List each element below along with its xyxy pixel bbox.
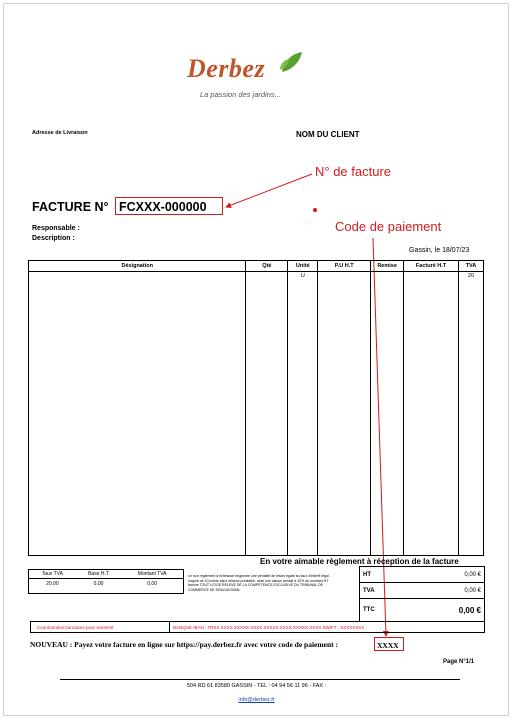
cell-unit-price (318, 272, 371, 556)
legal-notice: Le non règlement à échéance engendre une pénalité de retard égale au taux d'intérêt légal majoré de 10 points sans relance préalable, ainsi une clause pénale à 10% du montant HT facture TOUT LITIGE RELEVE DE LA COMPETENCE EXCLUSIVE DU TRIBUNAL DE COMMERCE DE DRAGUIGNAN. (188, 574, 329, 592)
tva-base-value: 0,00 (93, 581, 104, 587)
total-ht-label: HT (360, 567, 408, 583)
page-number: Page N°1/1 (443, 659, 475, 665)
col-billed-ht: Facturé H.T (404, 261, 459, 272)
col-tva: TVA (458, 261, 483, 272)
invoice-number-arrow (226, 174, 312, 207)
bank-divider (169, 622, 170, 632)
online-payment-notice: NOUVEAU : Payez votre facture en ligne sur https://pay.derbez.fr avec votre code de paiement : (30, 640, 339, 649)
bank-iban: BANQUE IBAN : FRXX XXXX XXXXX XXXX XXXXX XXXX XXXXX XXXX SWIFT : XXXXXXXX (173, 625, 365, 630)
invoice-date: Gassin, le 18/07/23 (409, 247, 470, 254)
payment-message: En votre aimable règlement à réception de la facture (260, 557, 459, 566)
cell-unit: U (288, 272, 318, 556)
col-quantity: Qté (246, 261, 288, 272)
payment-code-annotation: Code de paiement (335, 219, 442, 234)
logo-tagline: La passion des jardins... (200, 90, 281, 99)
total-tva-value: 0,00 € (408, 583, 485, 599)
tva-amount-value: 0,00 (147, 581, 157, 587)
total-ht-value: 0,00 € (408, 567, 485, 583)
bank-details-box (30, 621, 485, 633)
footer-divider (60, 679, 460, 680)
tva-rate-header: Taux TVA (29, 570, 76, 579)
tva-rate-value: 20,00 (46, 581, 59, 587)
invoice-number: FCXXX-000000 (115, 197, 223, 215)
footer-address: 504 RD 61 83580 GASSIN - TEL : 04 94 56 11 96 - FAX : (186, 683, 327, 689)
cell-designation (29, 272, 246, 556)
total-ttc-value: 0,00 € (408, 599, 485, 622)
bank-label: Coordonnées bancaires pour virement (37, 625, 114, 630)
col-designation: Désignation (29, 261, 246, 272)
company-logo: Derbez (187, 54, 266, 83)
tva-amount-header: Montant TVA (121, 570, 183, 579)
invoice-title: FACTURE N° (32, 200, 109, 214)
totals-table (359, 566, 485, 622)
tva-base-header: Base H.T (76, 570, 122, 579)
description-label: Description : (32, 235, 75, 242)
table-row (29, 272, 484, 556)
items-table (28, 260, 484, 556)
client-name: NOM DU CLIENT (296, 130, 360, 139)
total-ttc-label: TTC (360, 599, 408, 622)
cell-discount (371, 272, 404, 556)
cell-quantity (246, 272, 288, 556)
invoice-number-annotation: N° de facture (315, 164, 392, 179)
cell-billed-ht (404, 272, 459, 556)
payment-code: XXXX (374, 637, 404, 651)
responsable-label: Responsable : (32, 225, 80, 232)
col-unit-price: P.U H.T (318, 261, 371, 272)
tva-summary-table (28, 569, 184, 594)
col-discount: Remise (371, 261, 404, 272)
delivery-address-label: Adresse de Livraison (32, 130, 88, 136)
items-header-row (29, 261, 484, 272)
footer-email-link[interactable]: info@derbez.fr (238, 697, 275, 703)
total-tva-label: TVA (360, 583, 408, 599)
col-unit: Unité (288, 261, 318, 272)
cell-tva: 20 (458, 272, 483, 556)
